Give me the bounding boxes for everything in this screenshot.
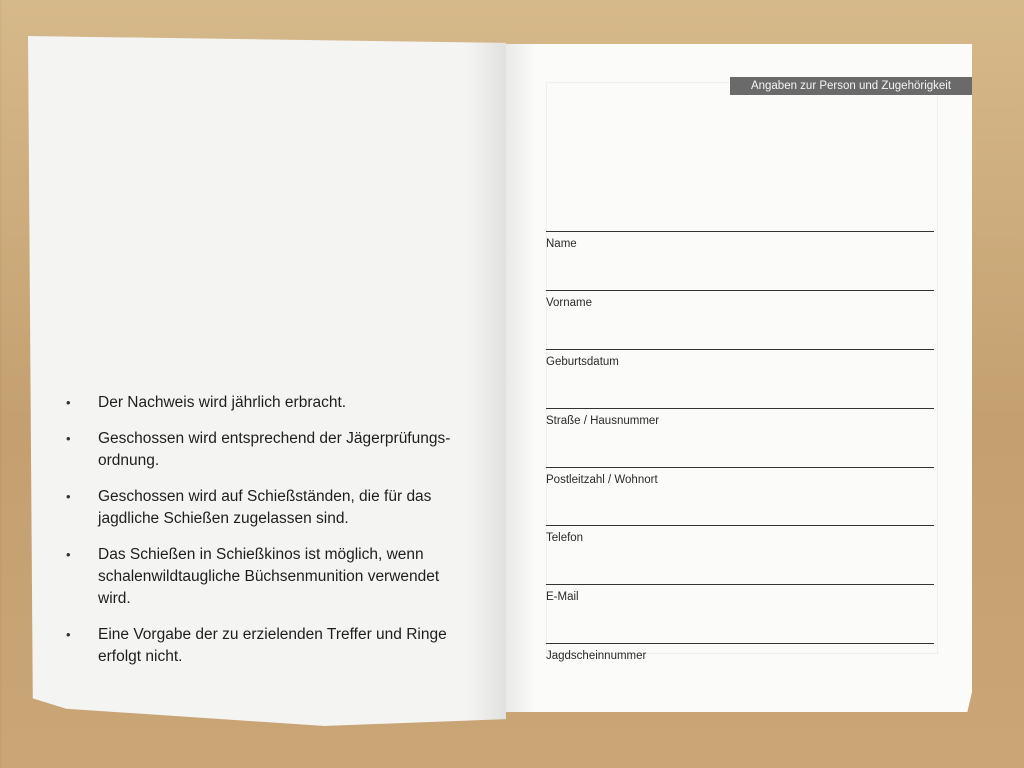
input-line[interactable] <box>546 467 934 468</box>
field-vorname[interactable] <box>546 290 934 309</box>
field-label: Jagdscheinnummer <box>546 650 647 662</box>
bullet-item: • Das Schießen in Schießkinos ist möglich, wenn schalenwildtaugliche Büchsenmunition verwendet wird. <box>66 546 440 607</box>
field-label: Vorname <box>546 297 593 309</box>
right-page <box>506 44 972 712</box>
bullet-icon: • <box>66 431 71 446</box>
bullet-list <box>62 392 462 682</box>
input-line[interactable] <box>546 525 934 526</box>
show-through-table <box>546 82 938 654</box>
field-label: Postleitzahl / Wohnort <box>546 474 658 486</box>
input-line[interactable] <box>546 643 934 644</box>
field-telefon[interactable] <box>546 525 934 544</box>
bullet-item: • Geschossen wird auf Schießständen, die für das jagdliche Schießen zugelassen sind. <box>66 488 432 527</box>
field-strasse[interactable] <box>546 408 934 427</box>
field-email[interactable] <box>546 584 934 603</box>
input-line[interactable] <box>546 290 934 291</box>
bullet-icon: • <box>66 627 71 642</box>
bullet-icon: • <box>66 547 71 562</box>
field-label: Telefon <box>546 532 584 544</box>
input-line[interactable] <box>546 408 934 409</box>
field-geburtsdatum[interactable] <box>546 349 934 368</box>
bullet-item: • Der Nachweis wird jährlich erbracht. <box>62 392 462 414</box>
field-name[interactable] <box>546 231 934 250</box>
input-line[interactable] <box>546 349 934 350</box>
input-line[interactable] <box>546 584 934 585</box>
field-label: E-Mail <box>546 591 579 603</box>
field-label: Straße / Hausnummer <box>546 415 660 427</box>
section-header: Angaben zur Person und Zugehörigkeit <box>730 77 972 95</box>
field-label: Geburtsdatum <box>546 356 619 368</box>
field-label: Name <box>546 238 577 250</box>
field-plz-wohnort[interactable] <box>546 467 934 486</box>
input-line[interactable] <box>546 231 934 232</box>
bullet-icon: • <box>66 395 71 410</box>
field-jagdscheinnummer[interactable] <box>546 643 934 662</box>
bullet-item: • Geschossen wird entsprechend der Jägerprüfungs-ordnung. <box>66 430 451 469</box>
bullet-item: • Eine Vorgabe der zu erzielenden Treffer und Ringe erfolgt nicht. <box>66 626 447 665</box>
bullet-icon: • <box>66 489 71 504</box>
